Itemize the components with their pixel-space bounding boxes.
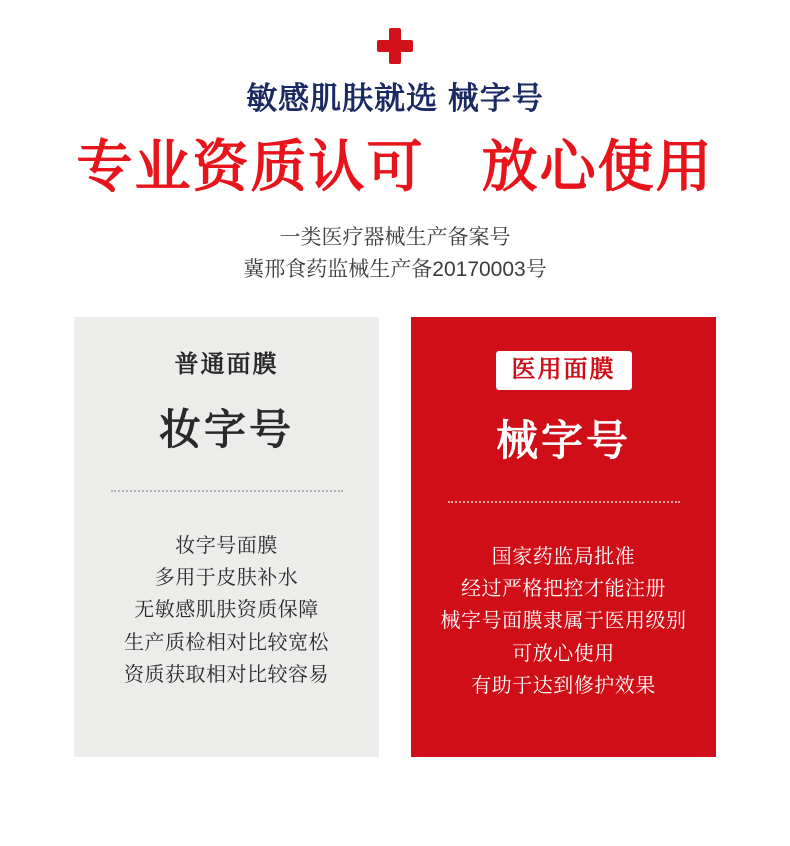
headline-secondary-right: 放心使用 (481, 135, 714, 199)
card-divider-ordinary (111, 490, 343, 492)
headline-secondary-left: 专业资质认可 (76, 135, 425, 199)
list-item: 有助于达到修护效果 (471, 675, 656, 698)
card-title-ordinary: 普通面膜 (174, 350, 279, 378)
cross-icon-wrap (0, 0, 790, 64)
card-label-medical: 械字号 (495, 417, 631, 465)
headline-secondary (0, 135, 790, 199)
registration-line-2: 冀邢食药监械生产备20170003号 (243, 258, 547, 282)
list-item: 无敏感肌肤资质保障 (134, 599, 319, 622)
list-item: 经过严格把控才能注册 (461, 578, 666, 601)
list-item: 械字号面膜隶属于医用级别 (440, 610, 687, 633)
card-medical-mask (411, 317, 716, 757)
list-item: 国家药监局批准 (491, 545, 636, 568)
headline-primary: 敏感肌肤就选 械字号 (246, 81, 544, 116)
card-ordinary-mask (74, 317, 379, 757)
card-label-ordinary: 妆字号 (158, 406, 294, 454)
card-points-ordinary (124, 530, 329, 692)
list-item: 生产质检相对比较宽松 (124, 631, 329, 654)
list-item: 多用于皮肤补水 (154, 567, 299, 590)
card-title-medical: 医用面膜 (496, 351, 632, 391)
list-item: 可放心使用 (512, 642, 615, 665)
cross-bar-vertical (389, 28, 401, 64)
registration-line-1: 一类医疗器械生产备案号 (279, 225, 511, 249)
comparison-cards (0, 317, 790, 757)
list-item: 妆字号面膜 (175, 534, 278, 557)
medical-cross-icon (377, 28, 413, 64)
list-item: 资质获取相对比较容易 (124, 664, 329, 687)
card-divider-medical (448, 501, 680, 503)
card-points-medical (441, 541, 687, 703)
registration-info (0, 222, 790, 287)
